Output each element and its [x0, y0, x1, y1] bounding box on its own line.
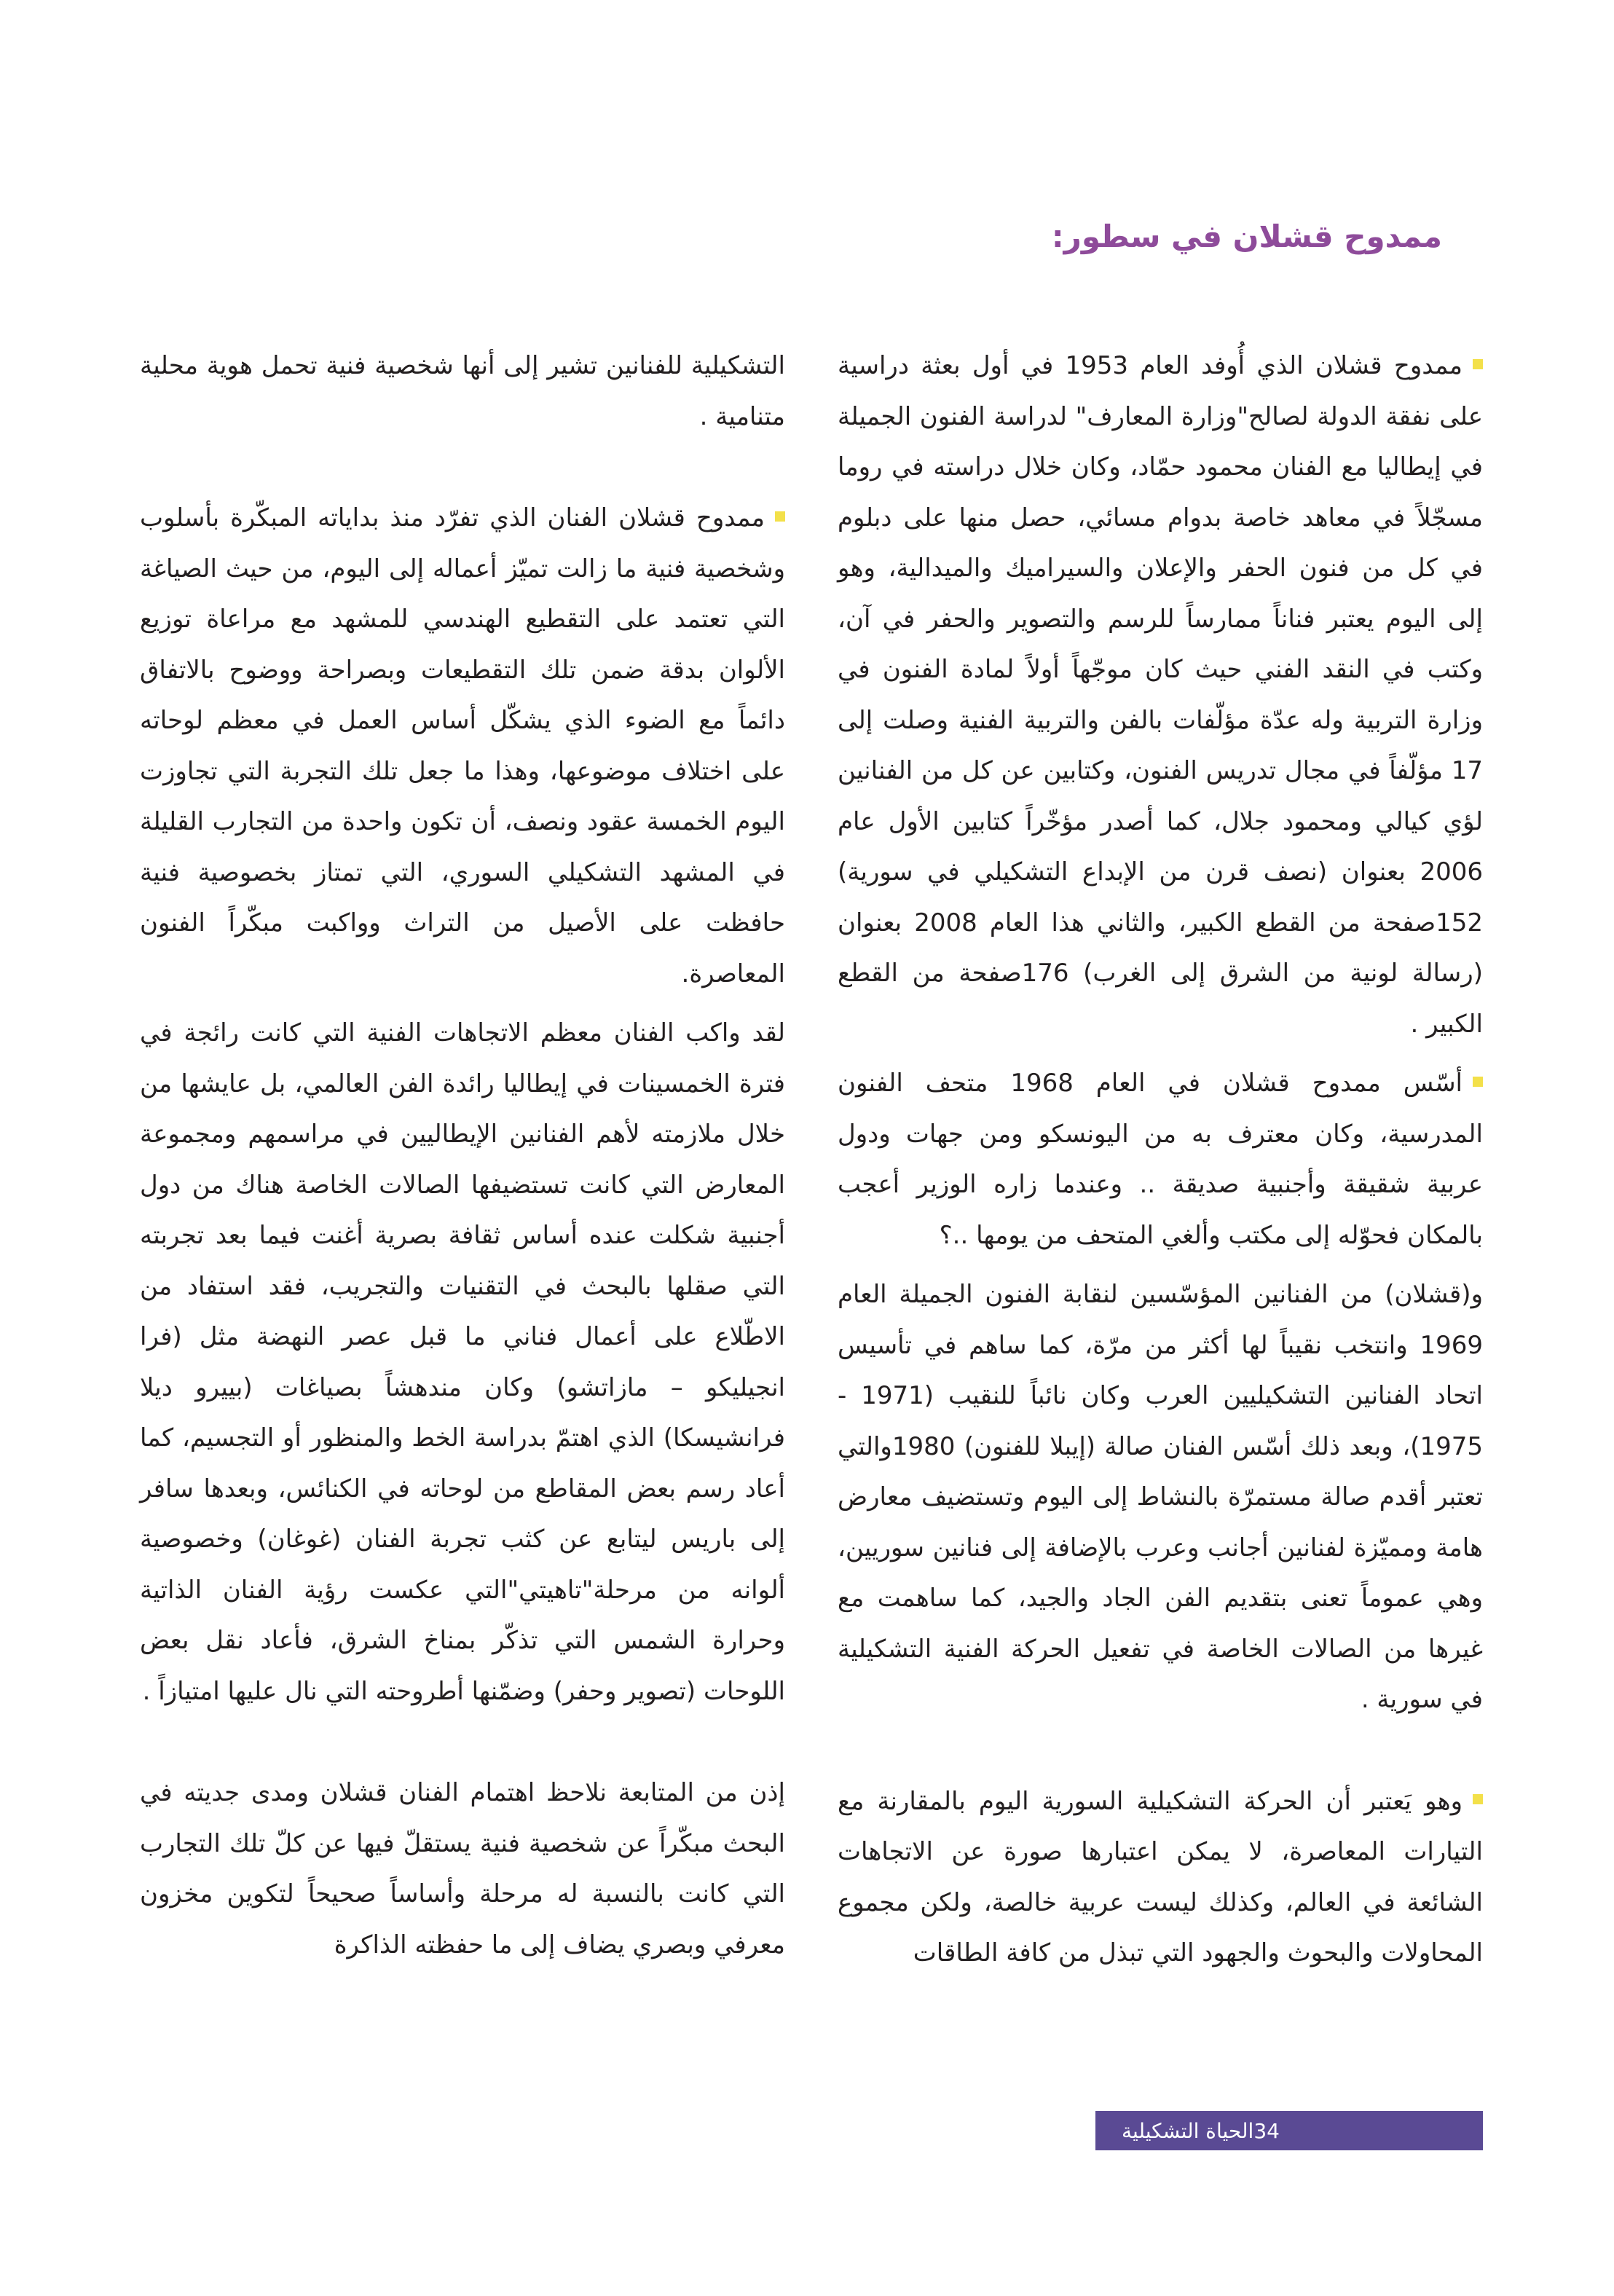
bullet-square-icon — [1473, 1794, 1483, 1804]
paragraph-text: وهو يَعتبر أن الحركة التشكيلية السورية اليوم بالمقارنة مع التيارات المعاصرة، لا يمكن اعتبارها صورة عن الاتجاهات الشائعة في العالم، وكذلك ليست عربية خالصة، ولكن مجموع المحاولات والبحوث والجهود التي تبذل من كافة الطاقات — [838, 1786, 1483, 1967]
bullet-square-icon — [775, 511, 785, 522]
page-number: 34 — [1253, 2118, 1280, 2143]
left-column — [140, 341, 785, 1979]
paragraph-text: لقد واكب الفنان معظم الاتجاهات الفنية التي كانت رائجة في فترة الخمسينات في إيطاليا رائدة الفن العالمي، بل عايشها من خلال ملازمته لأهم الفنانين الإيطاليين في مراسمهم ومجموعة المعارض التي كانت تستضيفها الصالات الخاصة هناك من دول أجنبية شكلت عنده أساس ثقافة بصرية أغنت فيما بعد تجربته التي صقلها بالبحث في التقنيات والتجريب، فقد استفاد من الاطّلاع على أعمال فناني ما قبل عصر النهضة مثل (فرا انجيليكو – مازاتشو) وكان مندهشاً بصياغات (بييرو ديلا فرانشيسكا) الذي اهتمّ بدراسة الخط والمنظور أو التجسيم، كما أعاد رسم بعض المقاطع من لوحاته في الكنائس، وبعدها سافر إلى باريس ليتابع عن كثب تجربة الفنان (غوغان) وخصوصية ألوانه من مرحلة"تاهيتي"التي عكست رؤية الفنان الذاتية وحرارة الشمس التي تذكّر بمناخ الشرق، فأعاد نقل بعض اللوحات (تصوير وحفر) وضمّنها أطروحته التي نال عليها امتيازاً . — [140, 1018, 785, 1706]
right-column — [838, 341, 1483, 1988]
paragraph — [838, 1270, 1483, 1726]
footer-bar — [1095, 2111, 1483, 2150]
bullet-square-icon — [1473, 1077, 1483, 1087]
bullet-square-icon — [1473, 359, 1483, 369]
paragraph — [838, 1058, 1483, 1261]
paragraph — [838, 1777, 1483, 1979]
paragraph-text: التشكيلية للفنانين تشير إلى أنها شخصية فنية تحمل هوية محلية متنامية . — [140, 351, 785, 431]
paragraph-text: إذن من المتابعة نلاحظ اهتمام الفنان قشلان ومدى جديته في البحث مبكّراً عن شخصية فنية يستقلّ فيها عن كلّ تلك التجارب التي كانت بالنسبة له مرحلة وأساساً صحيحاً لتكوين مخزون معرفي وبصري يضاف إلى ما حفظته الذاكرة — [140, 1778, 785, 1959]
paragraph-text: ممدوح قشلان الفنان الذي تفرّد منذ بداياته المبكّرة بأسلوب وشخصية فنية ما زالت تميّز أعماله إلى اليوم، من حيث الصياغة التي تعتمد على التقطيع الهندسي للمشهد مع مراعاة توزيع الألوان بدقة ضمن تلك التقطيعات وبصراحة ووضوح بالاتفاق دائماً مع الضوء الذي يشكّل أساس العمل في معظم لوحاته على اختلاف موضوعها، وهذا ما جعل تلك التجربة التي تجاوزت اليوم الخمسة عقود ونصف، أن تكون واحدة من التجارب القليلة في المشهد التشكيلي السوري، التي تمتاز بخصوصية فنية حافظت على الأصيل من التراث وواكبت مبكّراً الفنون المعاصرة. — [140, 503, 785, 988]
paragraph — [140, 341, 785, 442]
paragraph — [140, 493, 785, 999]
section-title: ممدوح قشلان في سطور: — [1051, 219, 1442, 254]
paragraph-text: أسّس ممدوح قشلان في العام 1968 متحف الفنون المدرسية، وكان معترف به من اليونسكو ومن جهات ودول عربية شقيقة وأجنبية صديقة .. وعندما زاره الوزير أعجب بالمكان فحوّله إلى مكتب وألغي المتحف من يومها ..؟ — [838, 1069, 1483, 1250]
paragraph — [140, 1768, 785, 1970]
paragraph — [140, 1008, 785, 1717]
magazine-name: الحياة التشكيلية — [1122, 2118, 1254, 2143]
paragraph-text: و(قشلان) من الفنانين المؤسّسين لنقابة الفنون الجميلة العام 1969 وانتخب نقيباً لها أكثر من مرّة، كما ساهم في تأسيس اتحاد الفنانين التشكيليين العرب وكان نائباً للنقيب (1971 - 1975)، وبعد ذلك أسّس الفنان صالة (إيبلا للفنون) 1980والتي تعتبر أقدم صالة مستمرّة بالنشاط إلى اليوم وتستضيف معارض هامة ومميّزة لفنانين أجانب وعرب بالإضافة إلى فنانين سوريين، وهي عموماً تعنى بتقديم الفن الجاد والجيد، كما ساهمت مع غيرها من الصالات الخاصة في تفعيل الحركة الفنية التشكيلية في سورية . — [838, 1280, 1483, 1714]
paragraph — [838, 341, 1483, 1050]
paragraph-text: ممدوح قشلان الذي أُوفد العام 1953 في أول بعثة دراسية على نفقة الدولة لصالح"وزارة المعارف" لدراسة الفنون الجميلة في إيطاليا مع الفنان محمود حمّاد، وكان خلال دراسته في روما مسجّلاً في معاهد خاصة بدوام مسائي، حصل منها على دبلوم في كل من فنون الحفر والإعلان والسيراميك والميدالية، وهو إلى اليوم يعتبر فناناً ممارساً للرسم والتصوير والحفر في آن، وكتب في النقد الفني حيث كان موجّهاً أولاً لمادة الفنون في وزارة التربية وله عدّة مؤلّفات بالفن والتربية الفنية وصلت إلى 17 مؤلّفاً في مجال تدريس الفنون، وكتابين عن كل من الفنانين لؤي كيالي ومحمود جلال، كما أصدر مؤخّراً كتابين الأول عام 2006 بعنوان (نصف قرن من الإبداع التشكيلي في سورية) 152صفحة من القطع الكبير، والثاني هذا العام 2008 بعنوان (رسالة لونية من الشرق إلى الغرب) 176صفحة من القطع الكبير . — [838, 351, 1483, 1039]
